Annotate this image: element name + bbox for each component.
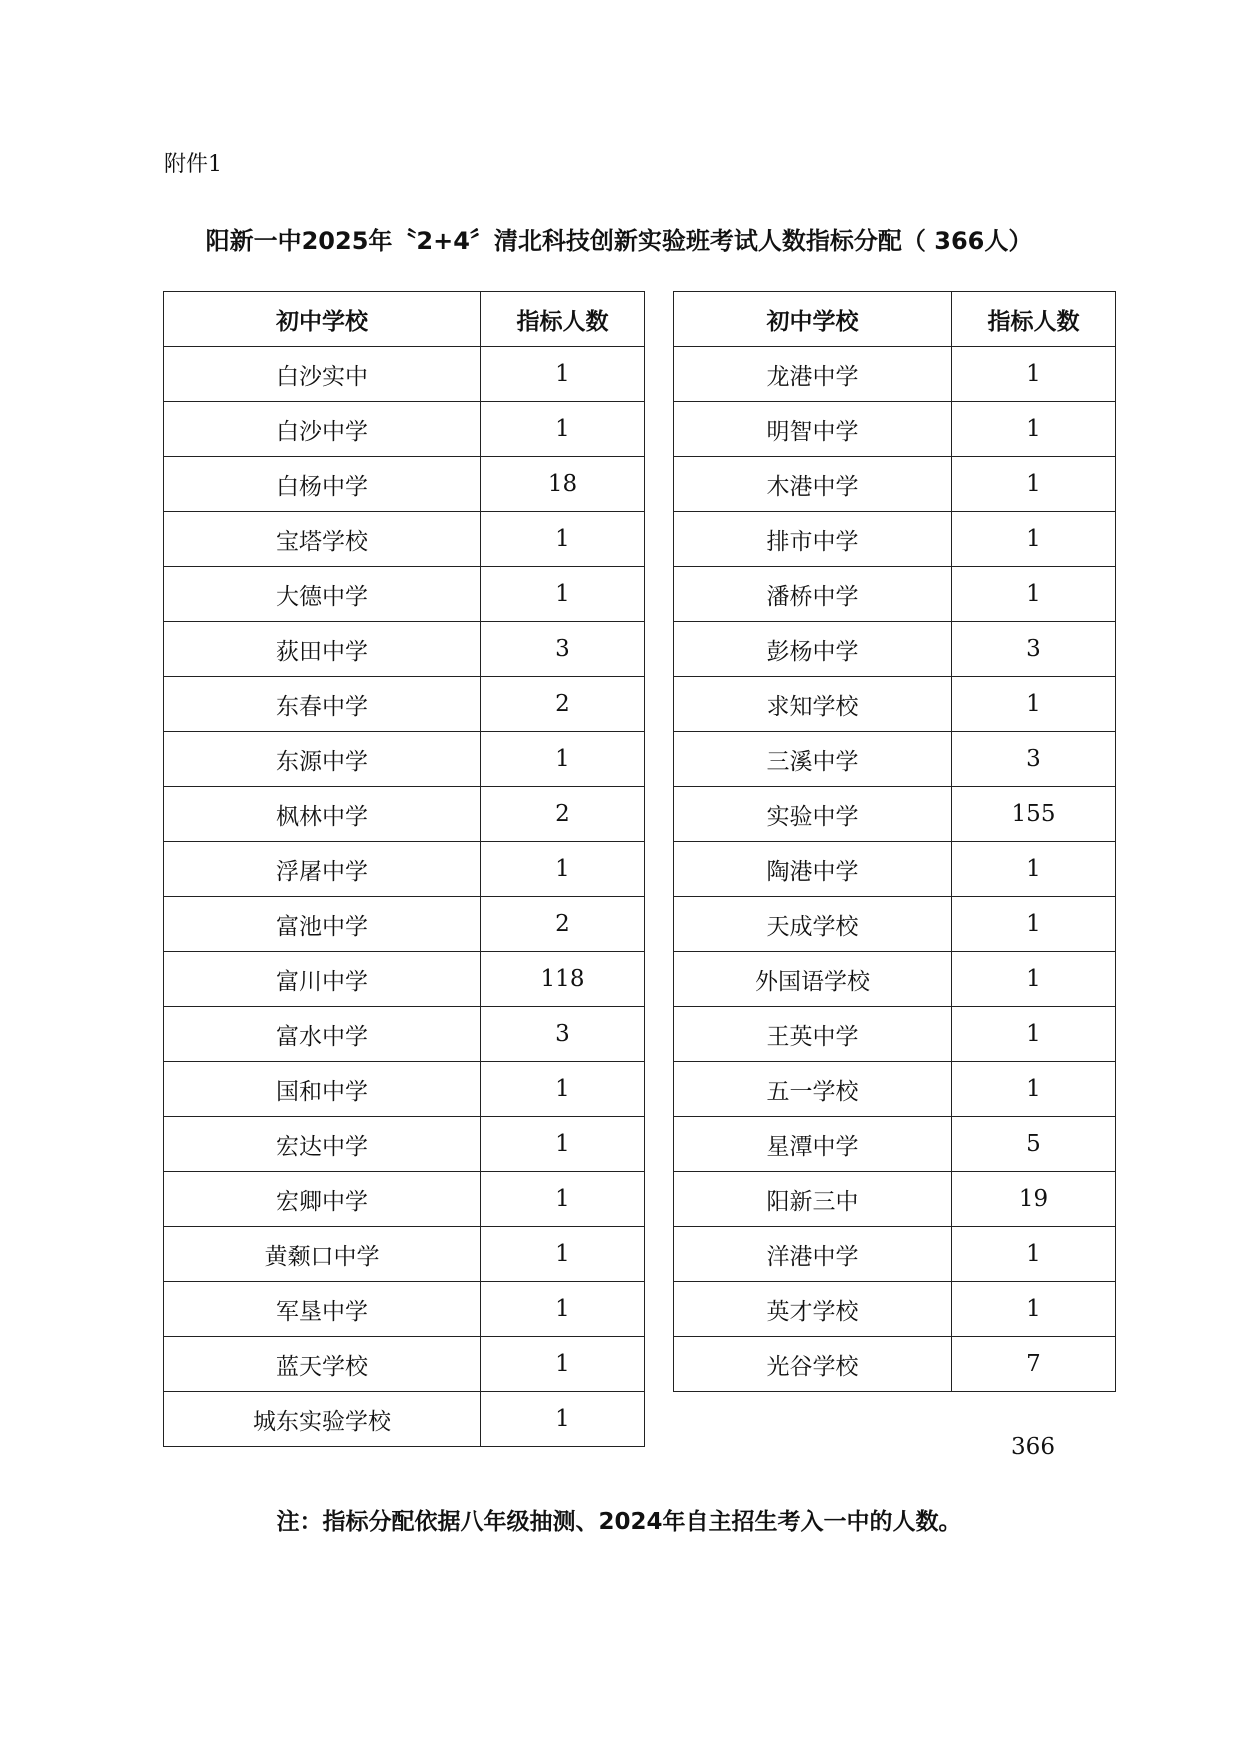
school-name-cell: 阳新三中 — [674, 1172, 952, 1227]
table-header-row — [674, 292, 1116, 347]
table-row — [164, 1117, 645, 1172]
table-row — [164, 787, 645, 842]
quota-cell: 7 — [952, 1337, 1116, 1392]
school-name-cell: 天成学校 — [674, 897, 952, 952]
quota-cell: 155 — [952, 787, 1116, 842]
school-name-cell: 白沙实中 — [164, 347, 481, 402]
header-school: 初中学校 — [674, 292, 952, 347]
table-header-row — [164, 292, 645, 347]
school-name-cell: 富川中学 — [164, 952, 481, 1007]
school-name-cell: 龙港中学 — [674, 347, 952, 402]
table-row — [674, 842, 1116, 897]
table-row — [164, 1172, 645, 1227]
total-count: 366 — [1011, 1434, 1055, 1460]
quota-cell: 19 — [952, 1172, 1116, 1227]
quota-cell: 1 — [952, 952, 1116, 1007]
quota-cell: 1 — [481, 567, 645, 622]
school-name-cell: 排市中学 — [674, 512, 952, 567]
table-row — [674, 1172, 1116, 1227]
school-name-cell: 国和中学 — [164, 1062, 481, 1117]
quota-cell: 1 — [481, 347, 645, 402]
school-name-cell: 外国语学校 — [674, 952, 952, 1007]
school-name-cell: 富水中学 — [164, 1007, 481, 1062]
table-row — [164, 1392, 645, 1447]
quota-table-left — [163, 291, 645, 1447]
school-name-cell: 陶港中学 — [674, 842, 952, 897]
school-name-cell: 富池中学 — [164, 897, 481, 952]
school-name-cell: 东春中学 — [164, 677, 481, 732]
quota-cell: 1 — [952, 1227, 1116, 1282]
quota-cell: 118 — [481, 952, 645, 1007]
quota-cell: 1 — [481, 732, 645, 787]
table-row — [674, 787, 1116, 842]
school-name-cell: 浮屠中学 — [164, 842, 481, 897]
school-name-cell: 宝塔学校 — [164, 512, 481, 567]
quota-cell: 1 — [952, 1062, 1116, 1117]
quota-cell: 1 — [952, 567, 1116, 622]
quota-cell: 3 — [481, 622, 645, 677]
school-name-cell: 东源中学 — [164, 732, 481, 787]
school-name-cell: 木港中学 — [674, 457, 952, 512]
quota-cell: 1 — [481, 1282, 645, 1337]
header-quota: 指标人数 — [952, 292, 1116, 347]
table-body-left — [164, 347, 645, 1447]
school-name-cell: 光谷学校 — [674, 1337, 952, 1392]
quota-cell: 2 — [481, 677, 645, 732]
quota-cell: 1 — [481, 1172, 645, 1227]
table-row — [164, 952, 645, 1007]
school-name-cell: 三溪中学 — [674, 732, 952, 787]
table-body-right — [674, 347, 1116, 1392]
header-quota: 指标人数 — [481, 292, 645, 347]
school-name-cell: 洋港中学 — [674, 1227, 952, 1282]
school-name-cell: 城东实验学校 — [164, 1392, 481, 1447]
school-name-cell: 宏卿中学 — [164, 1172, 481, 1227]
quota-cell: 1 — [481, 842, 645, 897]
table-row — [164, 732, 645, 787]
footnote: 注：指标分配依据八年级抽测、2024年自主招生考入一中的人数。 — [276, 1509, 962, 1535]
school-name-cell: 王英中学 — [674, 1007, 952, 1062]
quota-cell: 3 — [481, 1007, 645, 1062]
quota-cell: 1 — [481, 1227, 645, 1282]
quota-cell: 1 — [481, 1117, 645, 1172]
school-name-cell: 星潭中学 — [674, 1117, 952, 1172]
school-name-cell: 白沙中学 — [164, 402, 481, 457]
school-name-cell: 五一学校 — [674, 1062, 952, 1117]
table-row — [164, 457, 645, 512]
table-row — [674, 1337, 1116, 1392]
table-row — [164, 402, 645, 457]
quota-cell: 1 — [952, 677, 1116, 732]
document-title: 阳新一中2025年〝2+4〞清北科技创新实验班考试人数指标分配（ 366人） — [205, 227, 1033, 255]
school-name-cell: 枫林中学 — [164, 787, 481, 842]
table-row — [164, 1007, 645, 1062]
quota-cell: 1 — [481, 1062, 645, 1117]
table-row — [164, 567, 645, 622]
quota-cell: 1 — [481, 1337, 645, 1392]
school-name-cell: 潘桥中学 — [674, 567, 952, 622]
table-row — [164, 512, 645, 567]
table-row — [674, 952, 1116, 1007]
table-row — [674, 1062, 1116, 1117]
table-row — [164, 1282, 645, 1337]
quota-cell: 1 — [952, 1282, 1116, 1337]
table-row — [674, 1007, 1116, 1062]
quota-cell: 3 — [952, 732, 1116, 787]
table-row — [674, 1227, 1116, 1282]
table-row — [674, 622, 1116, 677]
attachment-label: 附件1 — [164, 152, 222, 177]
quota-cell: 1 — [952, 347, 1116, 402]
quota-cell: 1 — [952, 897, 1116, 952]
table-row — [674, 567, 1116, 622]
school-name-cell: 英才学校 — [674, 1282, 952, 1337]
quota-cell: 1 — [952, 512, 1116, 567]
table-row — [164, 842, 645, 897]
quota-cell: 18 — [481, 457, 645, 512]
table-row — [674, 732, 1116, 787]
quota-cell: 5 — [952, 1117, 1116, 1172]
school-name-cell: 彭杨中学 — [674, 622, 952, 677]
table-row — [674, 457, 1116, 512]
table-row — [674, 897, 1116, 952]
school-name-cell: 实验中学 — [674, 787, 952, 842]
quota-cell: 1 — [952, 402, 1116, 457]
table-row — [164, 347, 645, 402]
table-row — [674, 347, 1116, 402]
school-name-cell: 军垦中学 — [164, 1282, 481, 1337]
table-row — [674, 402, 1116, 457]
table-row — [164, 677, 645, 732]
table-row — [164, 897, 645, 952]
table-row — [674, 512, 1116, 567]
table-row — [674, 677, 1116, 732]
quota-cell: 1 — [952, 842, 1116, 897]
school-name-cell: 荻田中学 — [164, 622, 481, 677]
table-row — [164, 1337, 645, 1392]
table-row — [164, 1227, 645, 1282]
school-name-cell: 求知学校 — [674, 677, 952, 732]
quota-cell: 3 — [952, 622, 1116, 677]
header-school: 初中学校 — [164, 292, 481, 347]
quota-cell: 1 — [481, 512, 645, 567]
quota-cell: 1 — [952, 1007, 1116, 1062]
school-name-cell: 大德中学 — [164, 567, 481, 622]
school-name-cell: 蓝天学校 — [164, 1337, 481, 1392]
quota-cell: 2 — [481, 787, 645, 842]
quota-cell: 1 — [481, 402, 645, 457]
school-name-cell: 宏达中学 — [164, 1117, 481, 1172]
quota-table-right — [673, 291, 1116, 1392]
school-name-cell: 白杨中学 — [164, 457, 481, 512]
table-row — [164, 622, 645, 677]
quota-cell: 1 — [481, 1392, 645, 1447]
school-name-cell: 黄颡口中学 — [164, 1227, 481, 1282]
quota-cell: 1 — [952, 457, 1116, 512]
table-row — [674, 1117, 1116, 1172]
school-name-cell: 明智中学 — [674, 402, 952, 457]
table-row — [164, 1062, 645, 1117]
table-row — [674, 1282, 1116, 1337]
quota-cell: 2 — [481, 897, 645, 952]
